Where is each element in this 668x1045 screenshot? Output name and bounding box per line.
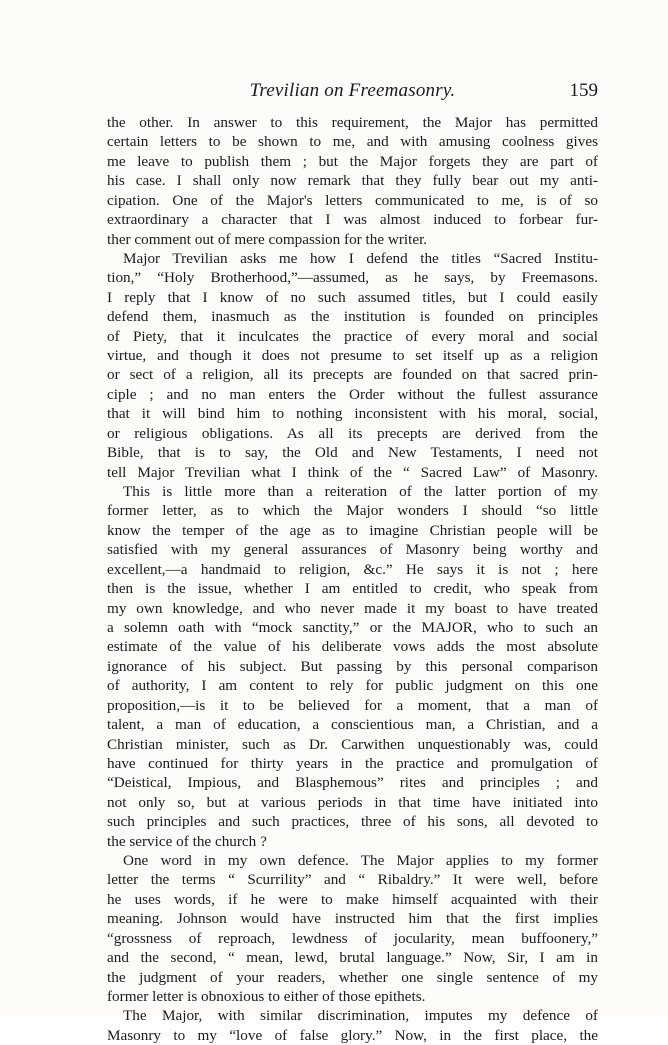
text-line: Major Trevilian asks me how I defend the titles “Sacred Institu-: [123, 249, 598, 267]
text-line: excellent,—a handmaid to religion, &c.” He says it is not ; here: [107, 560, 598, 578]
text-line: or religious obligations. As all its precepts are derived from the: [107, 424, 598, 442]
text-line: ciple ; and no man enters the Order without the fullest assurance: [107, 385, 598, 403]
text-line: not only so, but at various periods in that time have initiated into: [107, 793, 598, 811]
text-line: tell Major Trevilian what I think of the “ Sacred Law” of Masonry.: [107, 463, 598, 481]
text-line: talent, a man of education, a conscientious man, a Christian, and a: [107, 716, 598, 734]
body-text: [107, 113, 598, 1045]
text-line: and the second, “ mean, lewd, brutal language.” Now, Sir, I am in: [107, 949, 598, 967]
text-line: Bible, that is to say, the Old and New Testaments, I need not: [107, 444, 598, 462]
text-line: I reply that I know of no such assumed titles, but I could easily: [107, 288, 598, 306]
text-line: defend them, inasmuch as the institution is founded on principles: [107, 308, 598, 326]
text-line: estimate of the value of his deliberate vows adds the most absolute: [107, 638, 598, 656]
text-line: of authority, I am content to rely for public judgment on this one: [107, 677, 598, 695]
text-line: ignorance of his subject. But passing by this personal comparison: [107, 657, 598, 675]
text-line: “grossness of reproach, lewdness of jocularity, mean buffoonery,”: [107, 929, 598, 947]
page-number: 159: [569, 80, 598, 101]
text-line: ther comment out of mere compassion for the writer.: [107, 230, 428, 248]
text-line: such principles and such practices, three of his sons, all devoted to: [107, 813, 598, 831]
text-line: then is the issue, whether I am entitled to credit, who speak from: [107, 580, 598, 598]
text-line: my own knowledge, and who never made it my boast to have treated: [107, 599, 598, 617]
text-line: “Deistical, Impious, and Blasphemous” rites and principles ; and: [107, 774, 598, 792]
text-line: former letter, as to which the Major wonders I should “so little: [107, 502, 598, 520]
text-line: letter the terms “ Scurrility” and “ Ribaldry.” It were well, before: [107, 871, 598, 889]
text-line: Masonry to my “love of false glory.” Now, in the first place, the: [107, 1026, 598, 1044]
text-line: Christian minister, such as Dr. Carwithen unquestionably was, could: [107, 735, 598, 753]
text-line: his case. I shall only now remark that they fully bear out my anti-: [107, 172, 598, 190]
text-line: extraordinary a character that I was almost induced to forbear fur-: [107, 211, 598, 229]
text-line: the judgment of your readers, whether one single sentence of my: [107, 968, 598, 986]
text-line: of Piety, that it inculcates the practice of every moral and social: [107, 327, 598, 345]
text-line: proposition,—is it to be believed for a moment, that a man of: [107, 696, 598, 714]
text-line: or sect of a religion, all its precepts are founded on that sacred prin-: [107, 366, 598, 384]
running-title: Trevilian on Freemasonry.: [249, 80, 456, 101]
text-line: The Major, with similar discrimination, imputes my defence of: [123, 1007, 598, 1025]
text-line: meaning. Johnson would have instructed him that the first implies: [107, 910, 598, 928]
text-line: certain letters to be shown to me, and with amusing coolness gives: [107, 133, 598, 151]
text-line: have continued for thirty years in the practice and promulgation of: [107, 754, 598, 772]
running-header: [107, 80, 598, 104]
text-line: the other. In answer to this requirement, the Major has permitted: [107, 114, 598, 131]
text-line: he uses words, if he were to make himself acquainted with their: [107, 890, 598, 908]
text-line: former letter is obnoxious to either of those epithets.: [107, 987, 426, 1005]
text-line: satisfied with my general assurances of Masonry being worthy and: [107, 541, 598, 559]
text-line: virtue, and though it does not presume to set itself up as a religion: [107, 347, 598, 365]
text-line: that it will bind him to nothing inconsistent with his moral, social,: [107, 405, 598, 423]
text-line: the service of the church ?: [107, 832, 267, 850]
text-line: know the temper of the age as to imagine Christian people will be: [107, 521, 598, 539]
text-line: tion,” “Holy Brotherhood,”—assumed, as he says, by Freemasons.: [107, 269, 598, 287]
text-line: This is little more than a reiteration of the latter portion of my: [123, 483, 598, 501]
text-line: One word in my own defence. The Major applies to my former: [123, 852, 598, 870]
text-line: cipation. One of the Major's letters communicated to me, is of so: [107, 191, 598, 209]
text-line: a solemn oath with “mock sanctity,” or the MAJOR, who to such an: [107, 618, 598, 636]
text-line: me leave to publish them ; but the Major forgets they are part of: [107, 152, 598, 170]
